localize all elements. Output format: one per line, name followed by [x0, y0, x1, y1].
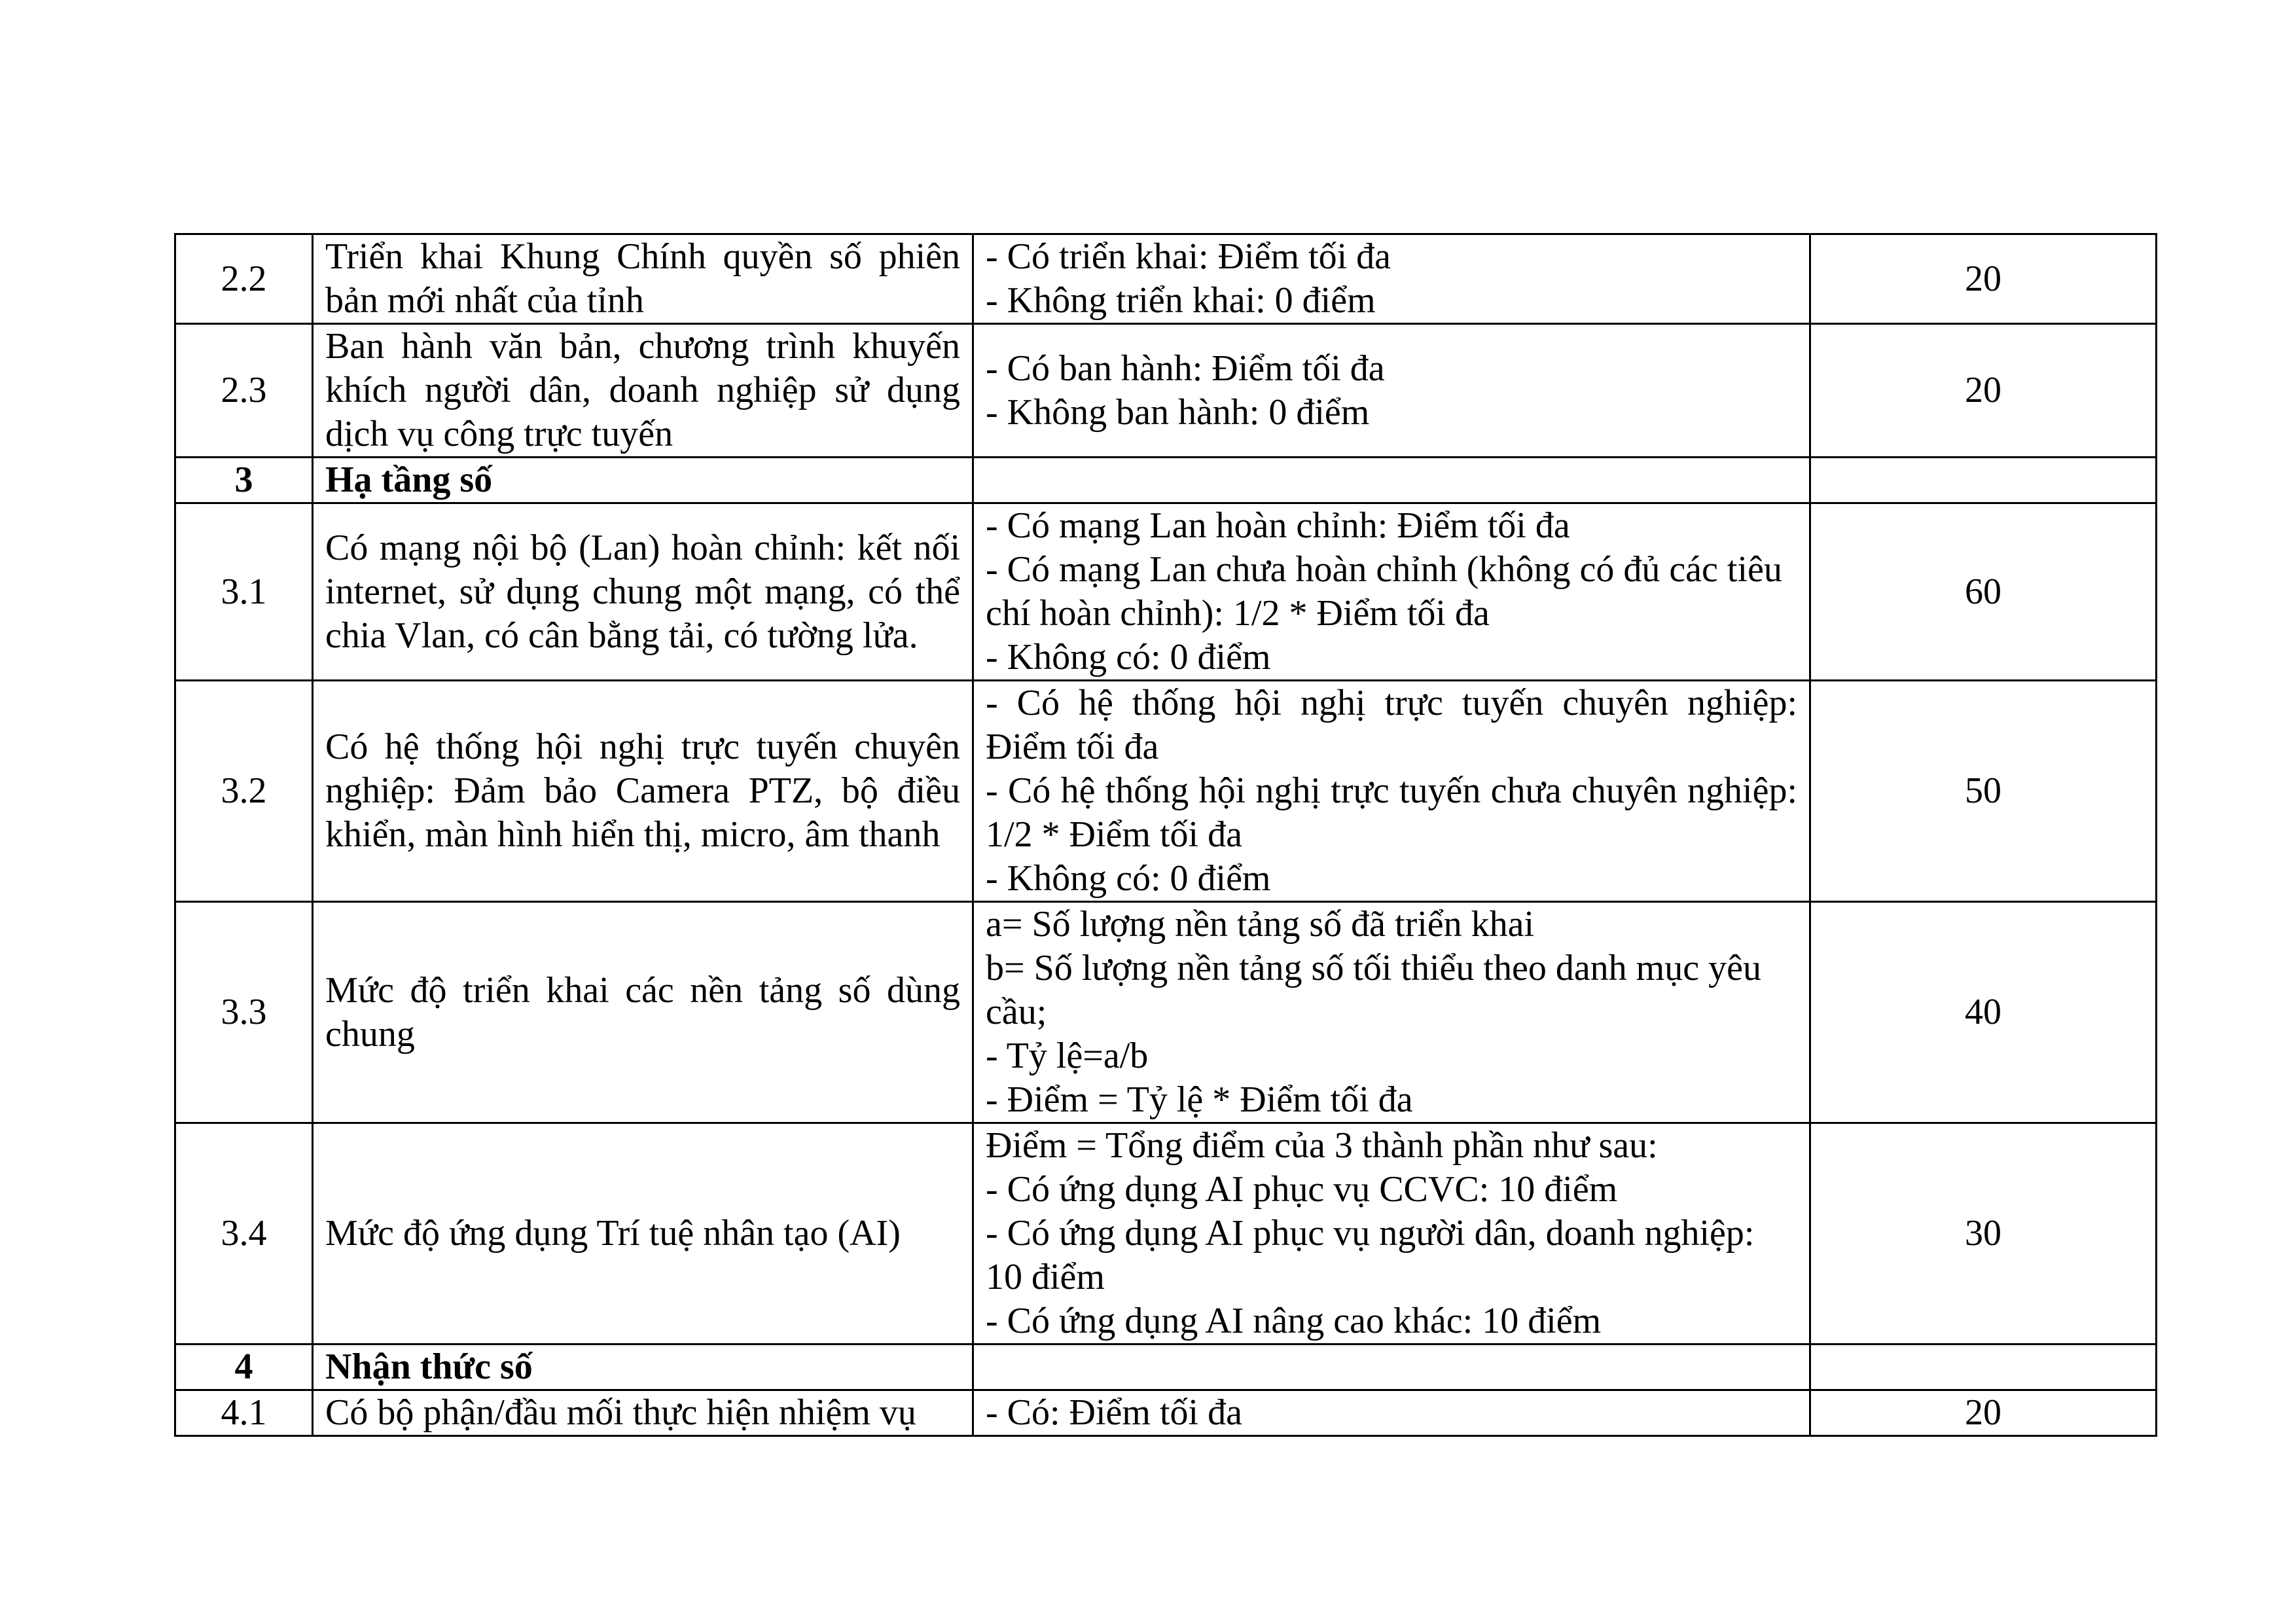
- method-line: - Không triển khai: 0 điểm: [986, 280, 1376, 321]
- criterion-text: Có hệ thống hội nghị trực tuyến chuyên nghiệp: Đảm bảo Camera PTZ, bộ điều khiển, màn hình hiển thị, micro, âm thanh: [313, 681, 973, 902]
- method-line: - Có hệ thống hội nghị trực tuyến chưa chuyên nghiệp: 1/2 * Điểm tối đa: [986, 770, 1797, 855]
- scoring-method: [973, 1390, 1810, 1436]
- section-number: 4: [175, 1344, 313, 1390]
- criteria-table: [174, 233, 2157, 1437]
- method-line: - Có mạng Lan chưa hoàn chỉnh (không có đủ các tiêu chí hoàn chỉnh): 1/2 * Điểm tối đa: [986, 549, 1782, 634]
- max-score: [1810, 1344, 2157, 1390]
- row-number: 3.2: [175, 681, 313, 902]
- criterion-text: Ban hành văn bản, chương trình khuyến khích người dân, doanh nghiệp sử dụng dịch vụ công trực tuyến: [313, 324, 973, 458]
- method-line: - Điểm = Tỷ lệ * Điểm tối đa: [986, 1079, 1413, 1120]
- row-number: 2.2: [175, 234, 313, 324]
- section-title: Hạ tầng số: [313, 458, 973, 503]
- scoring-method: [973, 324, 1810, 458]
- table-row: [175, 681, 2157, 902]
- scoring-method: [973, 1344, 1810, 1390]
- method-line: b= Số lượng nền tảng số tối thiểu theo danh mục yêu cầu;: [986, 948, 1761, 1032]
- table-row: [175, 503, 2157, 681]
- row-number: 3.4: [175, 1123, 313, 1344]
- method-line: - Có hệ thống hội nghị trực tuyến chuyên nghiệp: Điểm tối đa: [986, 683, 1797, 767]
- max-score: 30: [1810, 1123, 2157, 1344]
- max-score: 20: [1810, 1390, 2157, 1436]
- method-line: - Có ban hành: Điểm tối đa: [986, 348, 1385, 389]
- method-line: - Có ứng dụng AI phục vụ người dân, doanh nghiệp: 10 điểm: [986, 1213, 1755, 1297]
- table-row: [175, 1123, 2157, 1344]
- method-line: - Không ban hành: 0 điểm: [986, 391, 1370, 433]
- max-score: 40: [1810, 902, 2157, 1123]
- table-row: [175, 324, 2157, 458]
- scoring-method: [973, 1123, 1810, 1344]
- row-number: 2.3: [175, 324, 313, 458]
- criterion-text: Có bộ phận/đầu mối thực hiện nhiệm vụ: [313, 1390, 973, 1436]
- section-number: 3: [175, 458, 313, 503]
- criterion-text: Mức độ triển khai các nền tảng số dùng chung: [313, 902, 973, 1123]
- max-score: [1810, 458, 2157, 503]
- table-row: [175, 902, 2157, 1123]
- section-row: [175, 1344, 2157, 1390]
- criterion-text: Mức độ ứng dụng Trí tuệ nhân tạo (AI): [313, 1123, 973, 1344]
- max-score: 50: [1810, 681, 2157, 902]
- section-row: [175, 458, 2157, 503]
- method-line: a= Số lượng nền tảng số đã triển khai: [986, 904, 1535, 945]
- scoring-method: [973, 503, 1810, 681]
- max-score: 60: [1810, 503, 2157, 681]
- max-score: 20: [1810, 324, 2157, 458]
- criterion-text: Có mạng nội bộ (Lan) hoàn chỉnh: kết nối internet, sử dụng chung một mạng, có thể chia Vlan, có cân bằng tải, có tường lửa.: [313, 503, 973, 681]
- method-line: Điểm = Tổng điểm của 3 thành phần như sau:: [986, 1125, 1658, 1166]
- method-line: - Có ứng dụng AI phục vụ CCVC: 10 điểm: [986, 1169, 1618, 1210]
- method-line: - Có mạng Lan hoàn chỉnh: Điểm tối đa: [986, 505, 1570, 546]
- method-line: - Có triển khai: Điểm tối đa: [986, 236, 1391, 277]
- method-line: - Không có: 0 điểm: [986, 637, 1271, 677]
- table-row: [175, 1390, 2157, 1436]
- method-line: - Có ứng dụng AI nâng cao khác: 10 điểm: [986, 1301, 1602, 1341]
- row-number: 4.1: [175, 1390, 313, 1436]
- max-score: 20: [1810, 234, 2157, 324]
- method-line: - Không có: 0 điểm: [986, 858, 1271, 899]
- scoring-method: [973, 902, 1810, 1123]
- scoring-method: [973, 458, 1810, 503]
- scoring-method: [973, 681, 1810, 902]
- row-number: 3.1: [175, 503, 313, 681]
- method-line: - Tỷ lệ=a/b: [986, 1036, 1149, 1076]
- criterion-text: Triển khai Khung Chính quyền số phiên bản mới nhất của tỉnh: [313, 234, 973, 324]
- table-row: [175, 234, 2157, 324]
- section-title: Nhận thức số: [313, 1344, 973, 1390]
- scoring-method: [973, 234, 1810, 324]
- row-number: 3.3: [175, 902, 313, 1123]
- method-line: - Có: Điểm tối đa: [986, 1392, 1242, 1433]
